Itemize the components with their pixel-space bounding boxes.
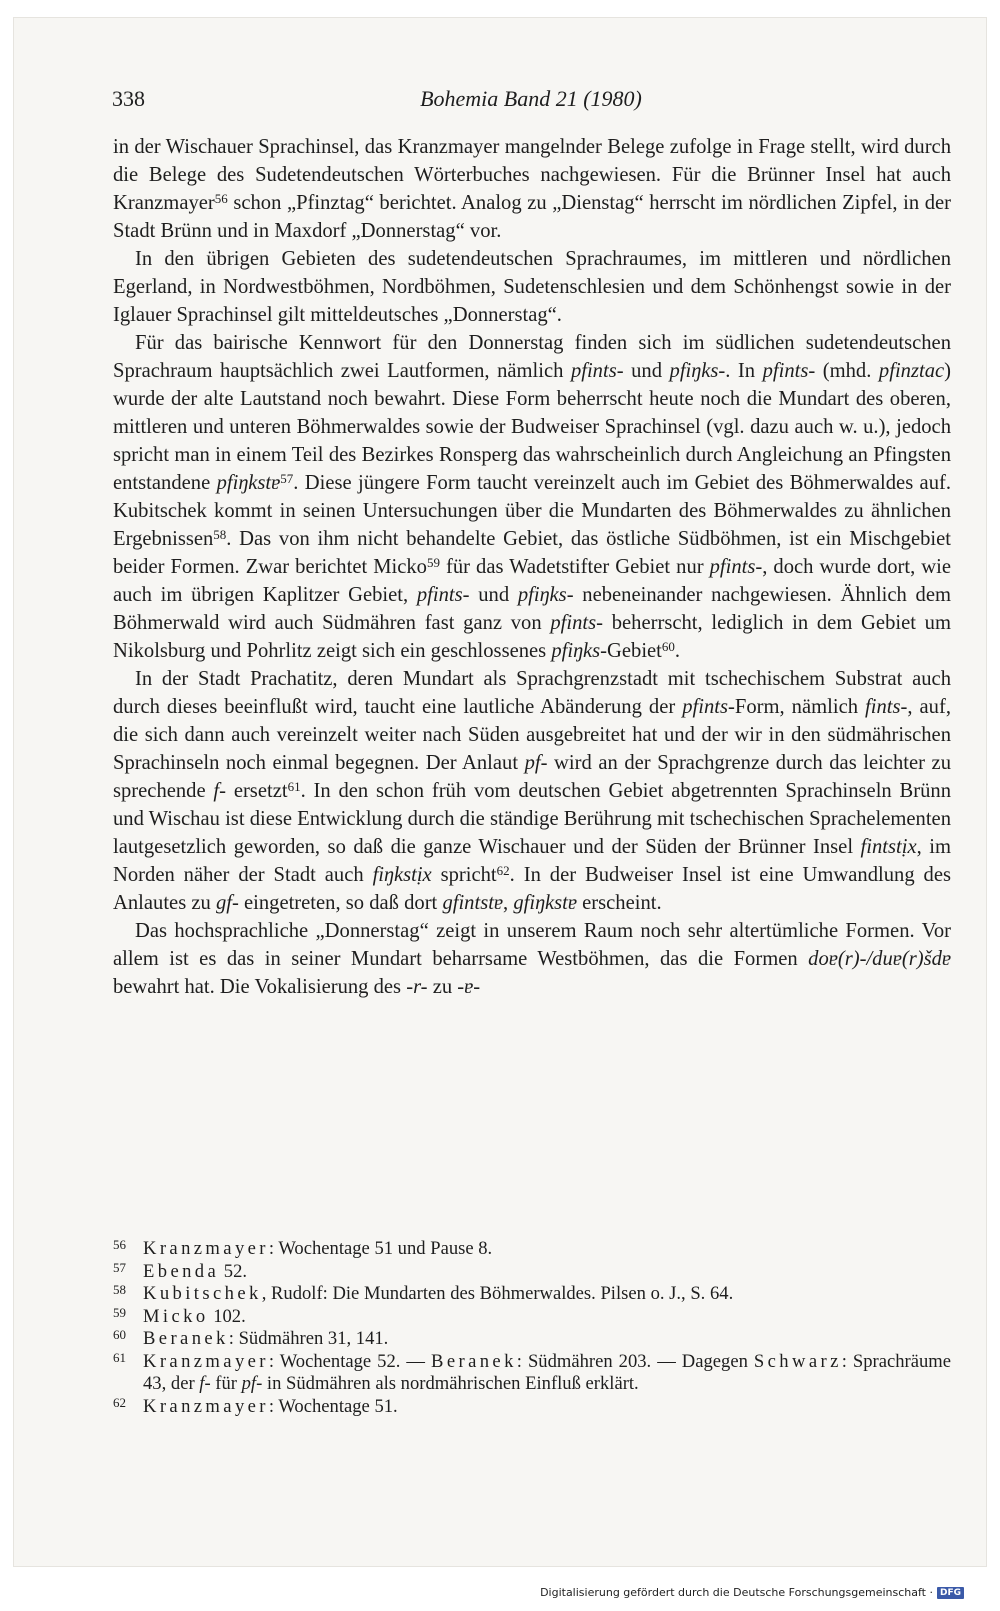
text-run: für das Wadetstifter Gebiet nur	[439, 556, 710, 578]
footnote-number: 61	[113, 1349, 126, 1365]
author-name: Kranzmayer	[143, 1238, 269, 1259]
text-run: in Südmähren als nordmährischen Einfluß erklärt.	[262, 1373, 639, 1394]
italic-term: fints-	[865, 696, 908, 718]
footnote	[113, 1328, 951, 1351]
funding-text: Digitalisierung gefördert durch die Deutsche Forschungsgemeinschaft ·	[540, 1586, 933, 1599]
text-run: schon „Pfinztag“ berichtet. Analog zu „Dienstag“ herrscht im nördlichen Zipfel, in der Stadt Brünn und in Maxdorf „Donnerstag“ vor.	[113, 192, 951, 242]
paragraph	[113, 917, 951, 1001]
author-name: Beranek	[431, 1350, 517, 1372]
footnote	[113, 1283, 951, 1306]
running-header	[112, 86, 950, 116]
text-run: für	[210, 1373, 242, 1394]
author-name: Beranek	[143, 1328, 229, 1349]
footnote-number: 57	[113, 1259, 126, 1275]
footnote	[113, 1351, 951, 1396]
text-run: (mhd.	[815, 360, 879, 382]
text-run: .	[674, 640, 681, 662]
italic-term: pfints-	[550, 612, 603, 634]
text-run: : Wochentage 52. —	[268, 1350, 432, 1372]
italic-term: pf-	[241, 1373, 263, 1394]
footnotes	[113, 1238, 951, 1418]
italic-term: pfints-	[762, 360, 816, 382]
text-run: : Südmähren 31, 141.	[228, 1328, 389, 1349]
italic-term: gf-	[215, 892, 239, 914]
text-run: beherrscht, lediglich in dem Gebiet um Nikolsburg und Pohrlitz zeigt sich ein geschlossenes	[113, 612, 951, 662]
italic-term: -r-	[406, 976, 428, 998]
text-run: nebeneinander nachgewiesen. Ähnlich dem Böhmerwald wird auch Südmähren fast ganz von	[113, 584, 952, 634]
author-name: Kubitschek	[143, 1283, 262, 1304]
italic-term: fiŋkstịx	[372, 864, 432, 886]
paragraph	[113, 329, 951, 665]
text-run: , doch wurde dort, wie auch im übrigen Kaplitzer Gebiet,	[113, 556, 952, 606]
text-run: , auf, die sich dann auch vereinzelt weiter nach Süden ausgebreitet hat und der wir in den südmährischen Sprachinseln noch einmal begegnen. Der Anlaut	[113, 696, 951, 774]
author-name: Micko	[143, 1305, 209, 1327]
dfg-logo: DFG	[937, 1587, 964, 1599]
journal-title: Bohemia Band 21 (1980)	[420, 86, 642, 111]
italic-term: gfiŋkstɐ	[513, 892, 577, 914]
text-run: : Sprachräume 43, der	[143, 1350, 952, 1394]
text-run: . In	[725, 360, 763, 382]
text-run: Form, nämlich	[734, 696, 866, 718]
italic-term: gfintstɐ	[442, 892, 504, 914]
footnote-ref: 57	[280, 471, 294, 486]
footnote-ref: 56	[214, 191, 228, 206]
footnote-number: 62	[113, 1394, 126, 1410]
paragraph	[113, 133, 951, 245]
body-text	[113, 133, 951, 1001]
text-run: in der Wischauer Sprachinsel, das Kranzmayer mangelnder Belege zufolge in Frage stellt, wird durch die Belege des Sudetendeutschen Wörterbuches nachgewiesen. Für die Brünner Insel hat auch Kranzmayer	[113, 136, 951, 214]
text-run: erscheint.	[577, 892, 662, 914]
italic-term: pfints-	[416, 584, 470, 606]
italic-term: pfints-	[709, 556, 763, 578]
text-run: eingetreten, so daß dort	[238, 892, 443, 914]
text-run: ,	[503, 892, 514, 914]
text-run: spricht	[431, 864, 497, 886]
text-run: . In den schon früh vom deutschen Gebiet abgetrennten Sprachinseln Brünn und Wischau ist diese Entwicklung durch die ständige Berührung mit tschechischen Sprachelementen lautgesetzlich geworden, so daß die ganze Wischauer und der Süden der Brünner Insel	[113, 780, 951, 858]
italic-term: pfiŋks-	[551, 640, 608, 662]
italic-term: pfints-	[570, 360, 624, 382]
text-run: Für das bairische Kennwort für den Donnerstag finden sich im südlichen sudetendeutschen Sprachraum hauptsächlich zwei Lautformen, nämlich	[113, 332, 951, 382]
footnote-number: 60	[113, 1327, 126, 1342]
text-run: zu	[427, 976, 458, 998]
footnote-ref: 59	[426, 555, 440, 570]
italic-term: -ɐ-	[457, 976, 481, 998]
italic-term: f-	[199, 1373, 211, 1394]
text-run: ersetzt	[226, 780, 288, 802]
text-run: wird an der Sprachgrenze durch das leichter zu sprechende	[113, 752, 951, 802]
author-name: Schwarz	[753, 1350, 842, 1372]
footnote-ref: 58	[213, 527, 227, 542]
text-run: . Das von ihm nicht behandelte Gebiet, das östliche Südböhmen, ist ein Mischgebiet beider Formen. Zwar berichtet Micko	[113, 528, 951, 578]
text-run: und	[623, 360, 670, 382]
paragraph	[113, 665, 951, 917]
text-run: 52.	[219, 1260, 248, 1282]
footnote-ref: 62	[496, 863, 510, 878]
author-name: Kranzmayer	[143, 1395, 269, 1417]
footnote-number: 58	[113, 1282, 126, 1297]
text-run: Das hochsprachliche „Donnerstag“ zeigt in unserem Raum noch sehr altertümliche Formen. Vor allem ist es das in seiner Mundart beharrsame Westböhmen, das die Formen	[113, 920, 951, 970]
italic-term: pfinztac	[878, 360, 945, 382]
footnote-ref: 61	[287, 779, 301, 794]
italic-term: doɐ(r)-/duɐ(r)šdɐ	[808, 948, 951, 970]
text-run: , Rudolf: Die Mundarten des Böhmerwaldes. Pilsen o. J., S. 64.	[261, 1283, 734, 1304]
footnote	[113, 1306, 951, 1329]
text-run: : Wochentage 51.	[268, 1395, 398, 1417]
author-name: Kranzmayer	[143, 1350, 269, 1372]
footnote	[113, 1261, 951, 1284]
page-number: 338	[112, 86, 145, 111]
text-run: und	[469, 584, 518, 606]
footnote	[113, 1396, 951, 1419]
text-run: : Wochentage 51 und Pause 8.	[268, 1238, 493, 1259]
author-name: Ebenda	[143, 1260, 220, 1282]
text-run: : Südmähren 203. — Dagegen	[516, 1350, 754, 1372]
italic-term: pfints-	[682, 696, 735, 718]
text-run: , im Norden näher der Stadt auch	[113, 836, 951, 886]
text-run: In der Stadt Prachatitz, deren Mundart als Sprachgrenzstadt mit tschechischem Substrat auch durch dieses beeinflußt wird, taucht eine lautliche Abänderung der	[113, 668, 951, 718]
footnote-ref: 60	[661, 639, 675, 654]
text-run: bewahrt hat. Die Vokalisierung des	[113, 976, 407, 998]
italic-term: pf-	[524, 752, 548, 774]
italic-term: pfiŋkstɐ	[216, 472, 281, 494]
text-run: 102.	[208, 1305, 246, 1327]
paragraph	[113, 245, 951, 329]
italic-term: pfiŋks-	[517, 584, 574, 606]
text-run: In den übrigen Gebieten des sudetendeutschen Sprachraumes, im mittleren und nördlichen Egerland, in Nordwestböhmen, Nordböhmen, Sudetenschlesien und dem Schönhengst sowie in der Iglauer Sprachinsel gilt mitteldeutsches „Donnerstag“.	[113, 248, 951, 326]
italic-term: fintstịx	[860, 836, 917, 858]
footnote-number: 59	[113, 1304, 126, 1320]
footnote-number: 56	[113, 1237, 126, 1252]
funding-footer	[540, 1584, 964, 1602]
text-run: Gebiet	[607, 640, 662, 662]
italic-term: f-	[213, 780, 227, 802]
italic-term: pfiŋks-	[669, 360, 726, 382]
text-run: . In der Budweiser Insel ist eine Umwandlung des Anlautes zu	[113, 864, 951, 914]
footnote	[113, 1238, 951, 1261]
text-run: . Diese jüngere Form taucht vereinzelt auch im Gebiet des Böhmerwaldes auf. Kubitschek kommt in seinen Untersuchungen über die Mundarten des Böhmerwaldes zu ähnlichen Ergebnissen	[113, 472, 952, 550]
text-run: ) wurde der alte Lautstand noch bewahrt. Diese Form beherrscht heute noch die Mundart des oberen, mittleren und unteren Böhmerwaldes sowie der Budweiser Sprachinsel (vgl. dazu auch w. u.), jedoch spricht man in einem Teil des Bezirkes Ronsperg das wahrscheinlich durch Angleichung an Pfingsten entstandene	[113, 360, 951, 494]
